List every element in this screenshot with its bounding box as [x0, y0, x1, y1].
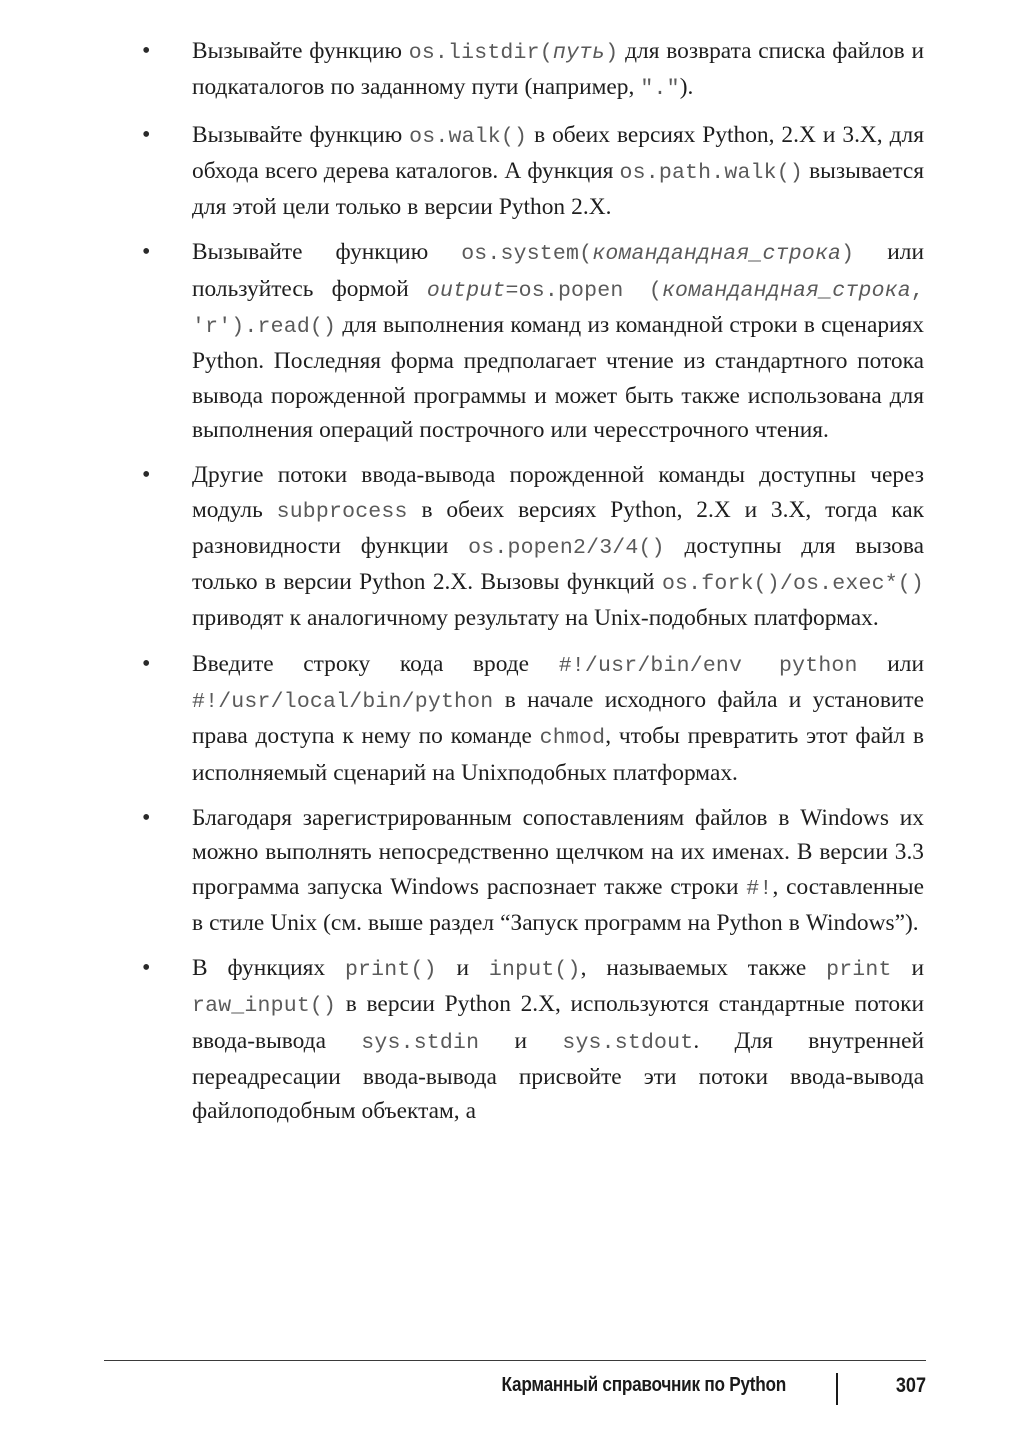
- bullet-item: [138, 801, 924, 940]
- text-run: Вызывайте функцию: [192, 38, 409, 64]
- text-run: Введите строку кода вроде: [192, 650, 559, 677]
- bullet-paragraph: [192, 235, 924, 447]
- text-run: , называемых также: [580, 955, 827, 982]
- bullet-paragraph: [192, 34, 924, 107]
- inline-code: os.walk(): [409, 124, 528, 149]
- inline-code: ".": [640, 77, 680, 102]
- text-run: в начале исходного файла и установите права доступа к нему по команде: [192, 687, 924, 750]
- inline-code: chmod: [539, 726, 606, 751]
- inline-code: os.listdir(: [408, 41, 553, 65]
- inline-code-placeholder: командандная_строка: [661, 278, 911, 303]
- text-run: вызывается для этой цели только в версии Python 2.X.: [192, 157, 924, 221]
- inline-code: print: [826, 958, 892, 983]
- inline-code: ): [841, 242, 855, 267]
- bullet-item: [138, 235, 924, 447]
- text-run: или: [857, 650, 924, 677]
- bullet-marker: •: [142, 650, 151, 677]
- text-run: в версии Python 2.X, используются стандартные потоки ввода-вывода: [192, 991, 924, 1054]
- text-run: или пользуйтесь формой: [192, 239, 924, 302]
- bullet-marker: •: [142, 121, 151, 148]
- text-run: , чтобы превратить этот файл в исполняемый сценарий на Unixподобных платформах.: [192, 723, 924, 786]
- text-run: для возврата списка файлов и подкаталогов по заданному пути (например,: [192, 38, 924, 101]
- text-run: приводят к аналогичному результату на Unix-подобных платформах.: [192, 605, 879, 632]
- inline-code-placeholder: output: [426, 278, 506, 303]
- text-run: доступны для вызова только в версии Python 2.X. Вызовы функций: [192, 532, 924, 596]
- bullet-marker: •: [142, 955, 151, 982]
- text-run: и: [479, 1027, 563, 1054]
- text-run: и: [436, 955, 489, 982]
- inline-code: #!: [746, 876, 773, 901]
- page-body: [138, 34, 924, 1140]
- inline-code: =os.popen (: [505, 278, 662, 303]
- inline-code: os.system(: [461, 242, 593, 267]
- footer-rule: [104, 1360, 926, 1361]
- bullet-paragraph: [192, 647, 924, 790]
- inline-code: os.popen2/3/4(): [468, 535, 665, 560]
- inline-code: sys.stdout: [562, 1030, 694, 1055]
- inline-code: subprocess: [276, 499, 408, 524]
- text-run: для выполнения команд из командной строки в сценариях Python. Последняя форма предполагает чтение из стандартного потока вывода порожденной программы и может быть также использована для выполнения операций построчного или чересстрочного чтения.: [192, 312, 924, 443]
- inline-code: #!/usr/local/bin/python: [192, 690, 494, 715]
- text-run: в обеих версиях Python, 2.X и 3.X, тогда как разновидности функции: [192, 496, 924, 559]
- footer-book-title: Карманный справочник по Python: [501, 1374, 786, 1396]
- page-footer: [0, 1352, 1024, 1412]
- bullet-paragraph: [192, 801, 924, 940]
- bullet-marker: •: [142, 239, 151, 266]
- inline-code: os.fork()/os.exec*(): [661, 572, 924, 597]
- inline-code: print(): [344, 958, 437, 983]
- footer-divider: [836, 1373, 838, 1405]
- bullet-paragraph: [192, 458, 924, 635]
- text-run: В функциях: [192, 955, 345, 982]
- text-run: в обеих версиях Python, 2.X и 3.X, для обхода всего дерева каталогов. А функция: [192, 121, 924, 184]
- inline-code: os.path.walk(): [619, 160, 803, 185]
- inline-code-placeholder: путь: [552, 41, 606, 65]
- text-run: и: [891, 955, 924, 982]
- text-run: Вызывайте функцию: [192, 239, 462, 266]
- bullet-marker: •: [142, 804, 151, 831]
- page-number: 307: [895, 1374, 926, 1397]
- bullet-item: [138, 118, 924, 225]
- bullet-paragraph: [192, 951, 924, 1128]
- bullet-paragraph: [192, 118, 924, 225]
- inline-code-placeholder: командандная_строка: [592, 242, 842, 267]
- text-run: ).: [679, 74, 694, 101]
- bullet-item: [138, 458, 924, 635]
- inline-code: #!/usr/bin/env python: [558, 653, 858, 678]
- text-run: Благодаря зарегистрированным сопоставлениям файлов в Windows их можно выполнять непосредственно щелчком на их именах. В версии 3.3 программа запуска Windows распознает также строки: [192, 804, 924, 900]
- inline-code: sys.stdin: [361, 1030, 480, 1055]
- text-run: , составленные в стиле Unix (см. выше раздел “Запуск программ на Python в Windows”).: [192, 873, 924, 936]
- bullet-marker: •: [142, 462, 151, 489]
- bullet-marker: •: [142, 38, 151, 64]
- text-run: Другие потоки ввода-вывода порожденной команды доступны через модуль: [192, 462, 924, 523]
- text-run: . Для внутренней переадресации ввода-вывода присвойте эти потоки ввода-вывода файлоподобным объектам, а: [192, 1027, 924, 1125]
- bullet-item: [138, 951, 924, 1128]
- bullet-item: [138, 34, 924, 107]
- inline-code: raw_input(): [192, 994, 337, 1019]
- bullet-item: [138, 647, 924, 790]
- inline-code: , 'r').read(): [192, 278, 924, 340]
- inline-code: ): [605, 41, 619, 65]
- text-run: Вызывайте функцию: [192, 121, 410, 148]
- inline-code: input(): [488, 958, 581, 983]
